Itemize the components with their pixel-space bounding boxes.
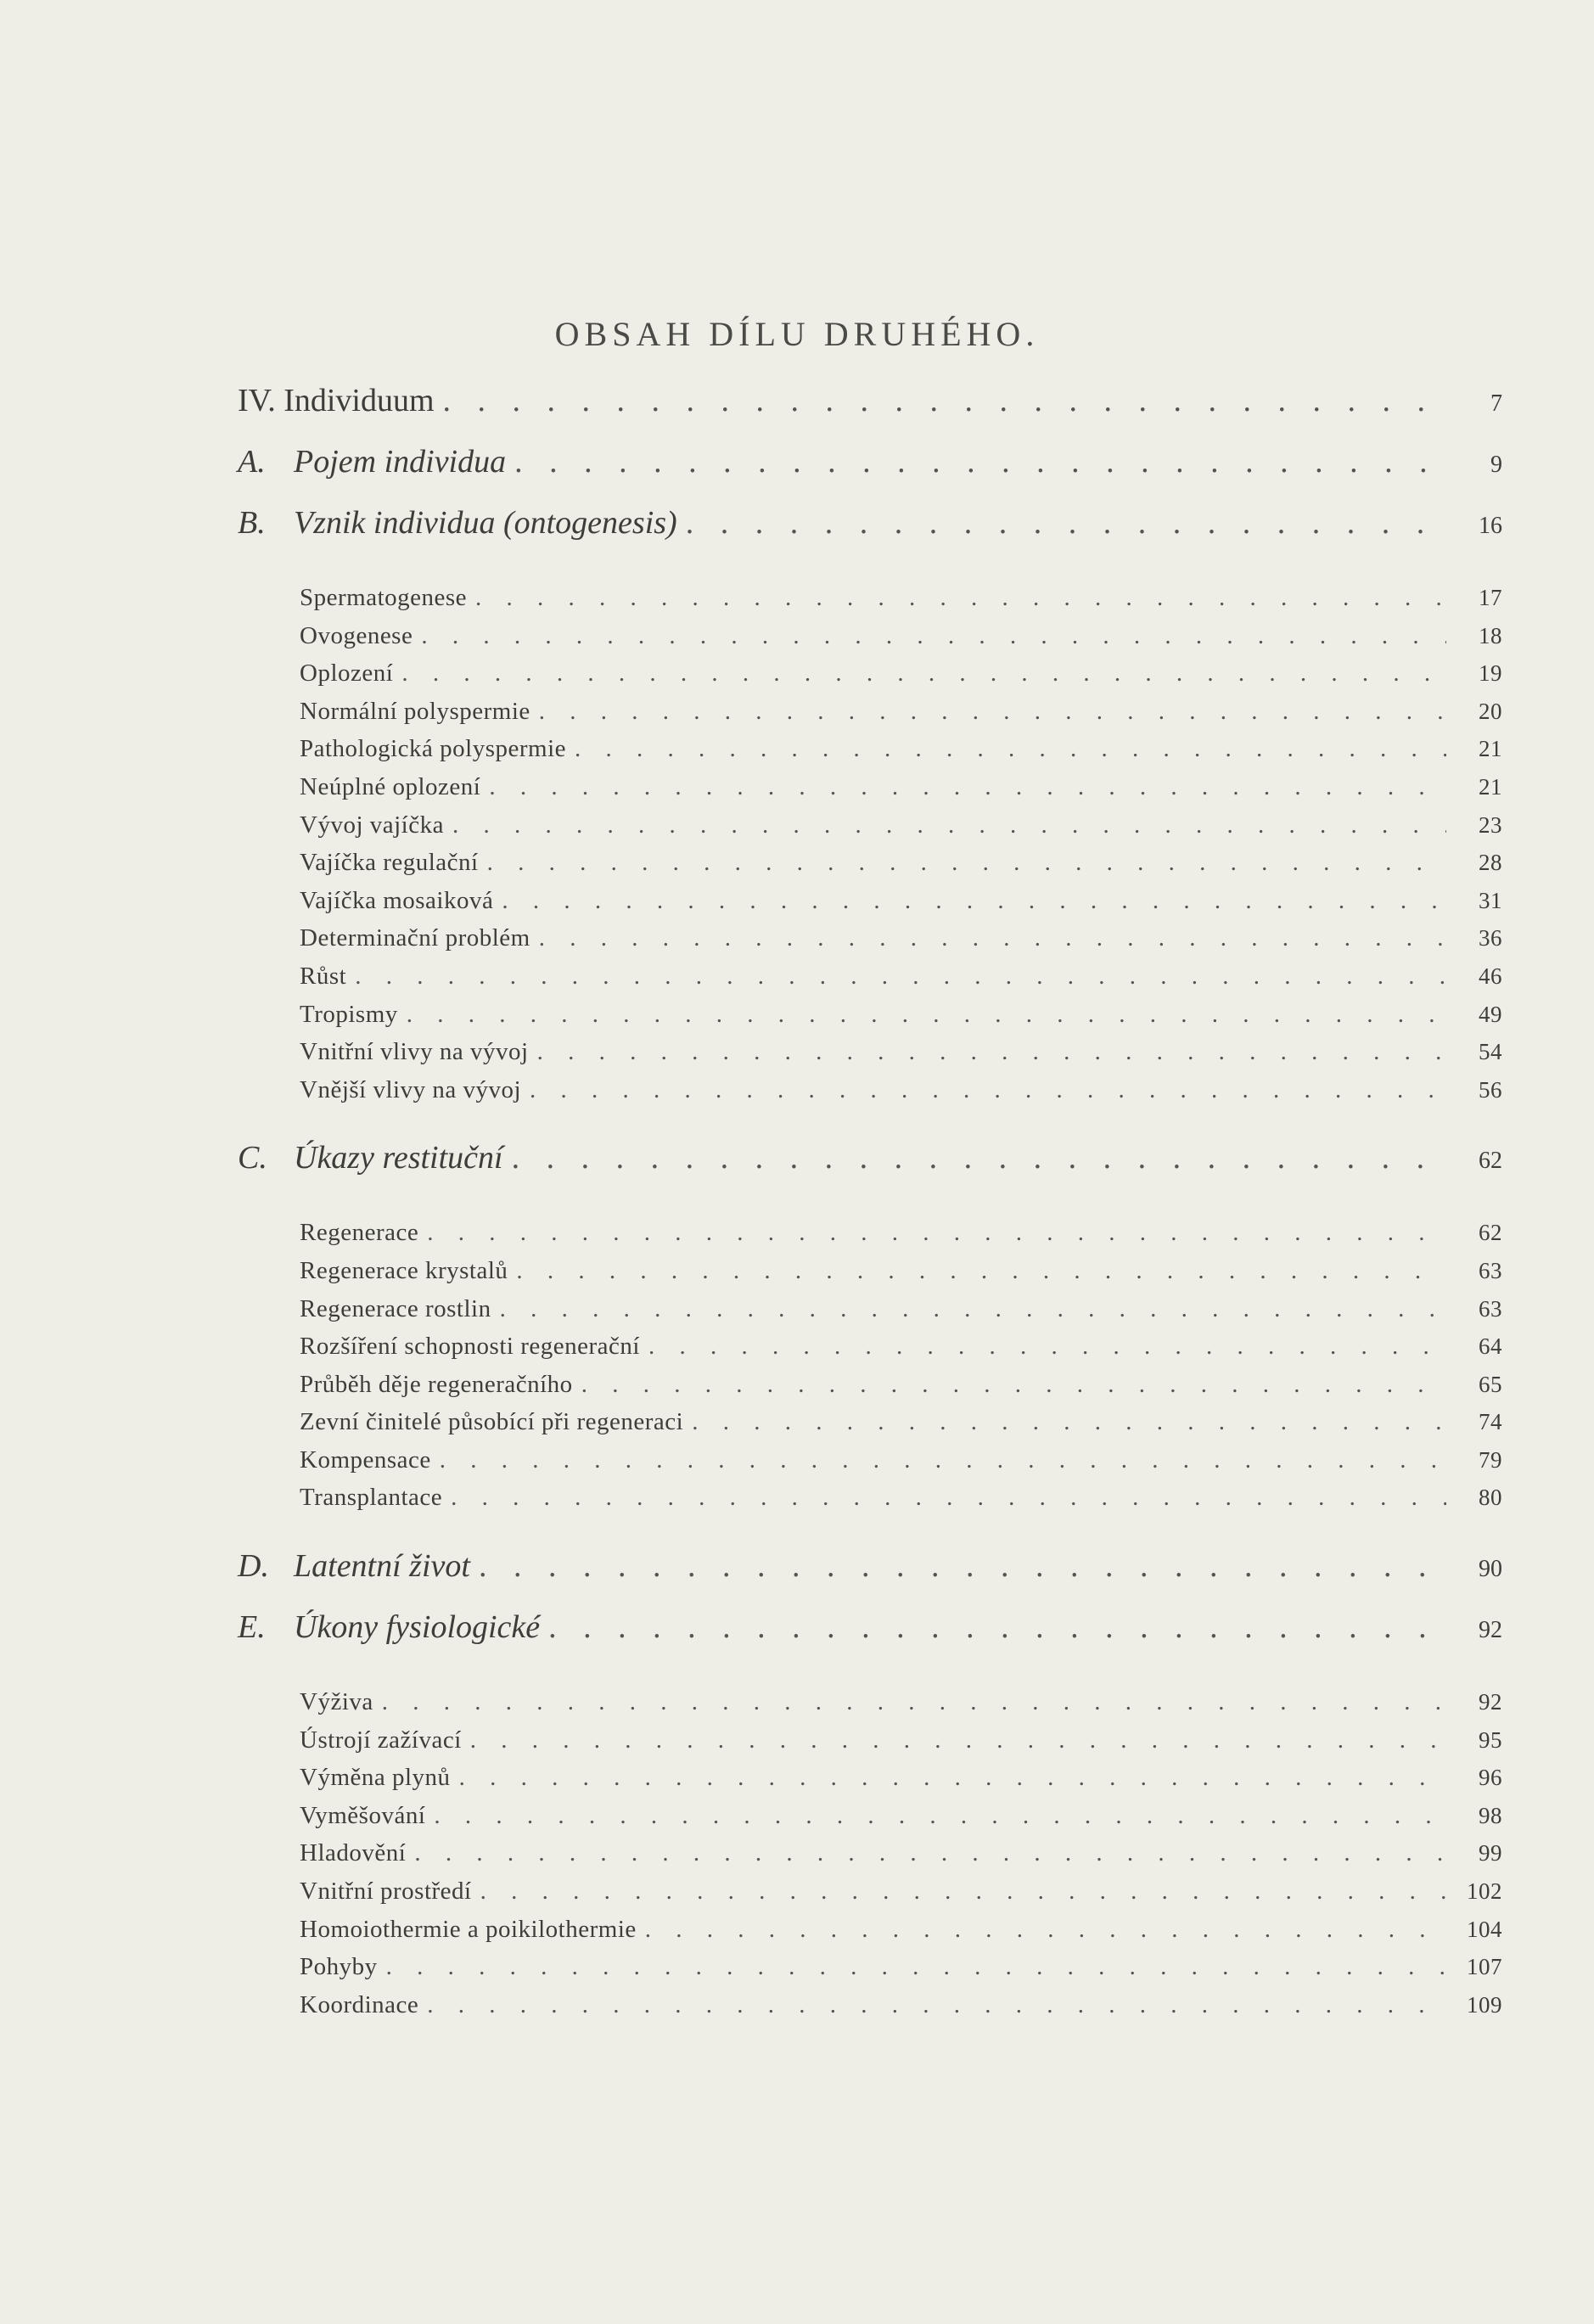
leader-dots	[575, 735, 1446, 763]
toc-entry	[238, 660, 1502, 698]
page-number: 90	[1479, 1556, 1502, 1583]
toc-entry	[238, 1878, 1502, 1916]
page-number: 23	[1479, 811, 1502, 838]
toc-entry	[238, 1038, 1502, 1076]
page-number: 104	[1467, 1916, 1502, 1942]
page-number: 63	[1479, 1295, 1502, 1322]
entry-label: Spermatogenese	[300, 584, 468, 611]
leader-dots	[539, 698, 1446, 726]
entry-label: Vnější vlivy na vývoj	[300, 1075, 522, 1103]
leader-dots	[414, 1839, 1446, 1867]
leader-dots	[516, 1257, 1446, 1285]
leader-dots	[479, 1547, 1446, 1585]
section-name: Latentní život	[294, 1548, 470, 1585]
page-number: 17	[1479, 585, 1502, 610]
page-number: 102	[1467, 1878, 1502, 1905]
entry-label: Oplození	[300, 660, 394, 688]
page-number: 36	[1479, 925, 1502, 951]
entry-label: Kompensace	[300, 1445, 431, 1474]
leader-dots	[427, 1219, 1446, 1247]
entry-label: Hladovění	[300, 1839, 407, 1867]
page-number: 96	[1479, 1765, 1502, 1791]
entry-label: Růst	[300, 962, 347, 990]
leader-dots	[451, 1484, 1446, 1512]
leader-dots	[487, 849, 1446, 877]
leader-dots	[382, 1688, 1446, 1716]
toc-entry	[238, 735, 1502, 773]
leader-dots	[502, 887, 1446, 915]
toc-entry	[238, 1219, 1502, 1257]
toc-entry	[238, 773, 1502, 811]
page-number: 107	[1467, 1954, 1502, 1980]
page-number: 9	[1490, 452, 1502, 478]
toc-entry	[238, 1371, 1502, 1409]
page-number: 7	[1490, 390, 1502, 417]
toc-section	[238, 443, 1502, 504]
page-number: 74	[1479, 1409, 1502, 1435]
entry-label: Regenerace rostlin	[300, 1294, 491, 1322]
entry-label: Vajíčka mosaiková	[300, 886, 494, 914]
page-number: 64	[1479, 1333, 1502, 1360]
section-name: Úkony fysiologické	[294, 1609, 541, 1646]
section-heading	[238, 1547, 470, 1585]
page-number: 21	[1479, 773, 1502, 800]
leader-dots	[512, 1139, 1446, 1176]
leader-dots	[530, 1076, 1446, 1104]
page-number: 79	[1479, 1446, 1502, 1473]
page-number: 54	[1479, 1039, 1502, 1065]
page-number: 46	[1479, 963, 1502, 989]
section-letter: C.	[238, 1140, 267, 1176]
leader-dots	[407, 1001, 1446, 1029]
entry-label: Vnitřní prostředí	[300, 1878, 472, 1906]
entry-label: Ovogenese	[300, 621, 413, 649]
toc-entry	[238, 1333, 1502, 1371]
toc-entry	[238, 1764, 1502, 1802]
entry-label: Rozšíření schopnosti regenerační	[300, 1333, 640, 1361]
entry-label: Vývoj vajíčka	[300, 811, 444, 839]
page-number: 92	[1479, 1617, 1502, 1644]
entry-label: Regenerace	[300, 1219, 419, 1247]
entry-label: Pathologická polyspermie	[300, 735, 567, 763]
toc-entry	[238, 1953, 1502, 1991]
section-name: Pojem individua	[294, 444, 507, 480]
toc-entry	[238, 849, 1502, 887]
leader-dots	[443, 382, 1446, 419]
section-letter: B.	[238, 505, 266, 541]
page-number: 109	[1467, 1991, 1502, 2018]
leader-dots	[539, 924, 1446, 952]
leader-dots	[386, 1953, 1446, 1981]
leader-dots	[421, 622, 1446, 650]
toc-entry	[238, 963, 1502, 1001]
toc-entry	[238, 622, 1502, 660]
toc-entry	[238, 924, 1502, 963]
leader-dots	[434, 1802, 1446, 1830]
toc-section	[238, 504, 1502, 565]
entry-label: Vajíčka regulační	[300, 849, 479, 877]
leader-dots	[355, 963, 1446, 991]
entry-label: Vnitřní vlivy na vývoj	[300, 1038, 529, 1066]
entry-label: Zevní činitelé působící při regeneraci	[300, 1408, 684, 1436]
page-number: 99	[1479, 1840, 1502, 1866]
entry-label: Průběh děje regeneračního	[300, 1370, 573, 1398]
leader-dots	[500, 1295, 1446, 1323]
page-number: 18	[1479, 622, 1502, 648]
leader-dots	[581, 1371, 1446, 1399]
section-heading	[238, 1139, 503, 1176]
leader-dots	[692, 1408, 1446, 1436]
page-number: 31	[1479, 887, 1502, 913]
page-number: 20	[1479, 698, 1502, 724]
page-number: 28	[1479, 850, 1502, 876]
page-number: 62	[1479, 1148, 1502, 1175]
toc-entry	[238, 1001, 1502, 1039]
entry-label: Normální polyspermie	[300, 697, 530, 725]
entry-label: Homoiothermie a poikilothermie	[300, 1915, 637, 1943]
toc-section	[238, 1139, 1502, 1200]
toc-entry	[238, 584, 1502, 622]
toc-entry	[238, 1484, 1502, 1522]
page-number: 49	[1479, 1001, 1502, 1027]
page-number: 56	[1479, 1076, 1502, 1103]
toc-entry	[238, 1726, 1502, 1765]
toc-entry	[238, 1688, 1502, 1726]
leader-dots	[452, 811, 1446, 839]
page-number: 98	[1479, 1802, 1502, 1828]
leader-dots	[537, 1038, 1446, 1066]
entry-label: Regenerace krystalů	[300, 1256, 508, 1284]
entry-label: Determinační problém	[300, 924, 530, 952]
page-number: 95	[1479, 1726, 1502, 1753]
page-number: 21	[1479, 736, 1502, 762]
entry-label: Transplantace	[300, 1484, 443, 1512]
entry-label: Výživa	[300, 1688, 373, 1716]
leader-dots	[480, 1878, 1446, 1906]
section-letter: E.	[238, 1609, 266, 1646]
page-title: OBSAH DÍLU DRUHÉHO.	[554, 315, 1040, 353]
leader-dots	[514, 443, 1446, 480]
page-number: 16	[1479, 513, 1502, 539]
section-letter: D.	[238, 1548, 269, 1585]
toc-entry	[238, 698, 1502, 736]
toc-entry	[238, 1991, 1502, 2029]
toc-entry	[238, 887, 1502, 925]
toc-entry	[238, 1446, 1502, 1485]
entry-label: Koordinace	[300, 1990, 419, 2018]
page-number: 19	[1479, 660, 1502, 687]
leader-dots	[489, 773, 1446, 801]
entry-label: Vyměšování	[300, 1801, 426, 1829]
leader-dots	[645, 1916, 1446, 1944]
page-number: 80	[1479, 1485, 1502, 1511]
toc-entry	[238, 1257, 1502, 1295]
leader-dots	[470, 1726, 1446, 1754]
toc-entry	[238, 811, 1502, 850]
toc-chapter	[238, 382, 1502, 443]
toc-entry	[238, 1076, 1502, 1114]
leader-dots	[648, 1333, 1446, 1361]
entry-label: Neúplné oplození	[300, 772, 481, 800]
toc-sections	[238, 443, 1502, 2054]
toc-entry	[238, 1408, 1502, 1446]
leader-dots	[475, 584, 1446, 612]
leader-dots	[427, 1991, 1446, 2019]
leader-dots	[401, 660, 1446, 688]
section-heading	[238, 1608, 540, 1646]
entry-label: Pohyby	[300, 1953, 378, 1981]
entry-label: Výměna plynů	[300, 1764, 451, 1792]
toc-entry	[238, 1839, 1502, 1878]
toc-entry	[238, 1916, 1502, 1954]
section-letter: A.	[238, 444, 266, 480]
toc-entry	[238, 1802, 1502, 1840]
entry-label: Ústrojí zažívací	[300, 1726, 462, 1754]
chapter-label: IV. Individuum	[238, 383, 435, 418]
toc-section	[238, 1608, 1502, 1670]
leader-dots	[440, 1446, 1446, 1474]
leader-dots	[548, 1608, 1446, 1646]
section-name: Úkazy restituční	[294, 1140, 503, 1176]
section-name: Vznik individua (ontogenesis)	[294, 505, 677, 541]
leader-dots	[459, 1764, 1446, 1792]
page-number: 92	[1479, 1689, 1502, 1715]
page-number: 63	[1479, 1257, 1502, 1283]
toc-section	[238, 1547, 1502, 1608]
page-number: 62	[1479, 1220, 1502, 1246]
leader-dots	[686, 504, 1446, 542]
section-heading	[238, 504, 677, 542]
toc-entry	[238, 1295, 1502, 1333]
page-number: 65	[1479, 1371, 1502, 1397]
entry-label: Tropismy	[300, 1000, 398, 1028]
table-of-contents	[238, 382, 1502, 2054]
section-heading	[238, 443, 506, 480]
